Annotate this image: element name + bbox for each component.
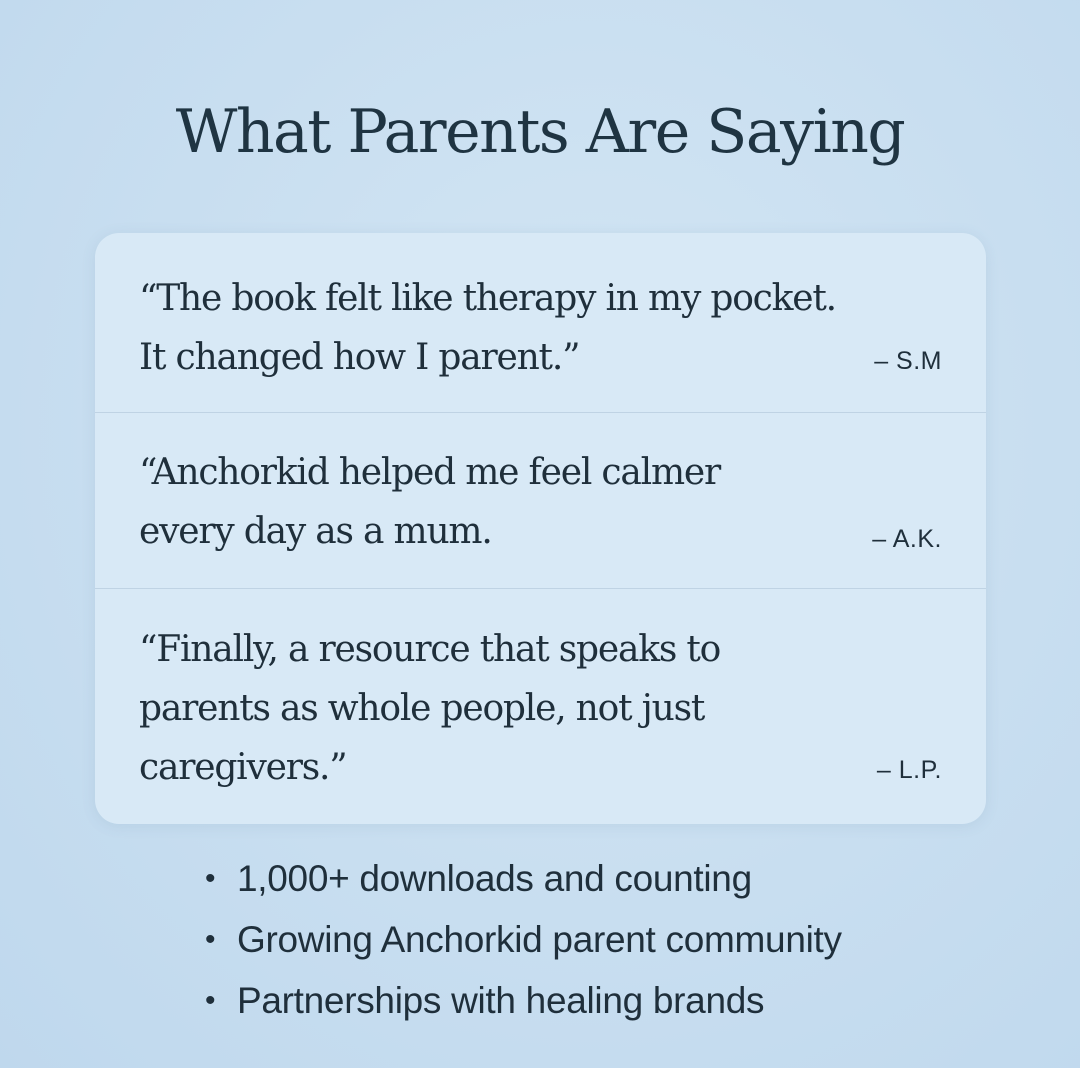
page-title: What Parents Are Saying: [175, 97, 905, 167]
stat-text: Partnerships with healing brands: [237, 980, 765, 1021]
bullet-icon: •: [205, 862, 216, 895]
stat-item: [205, 848, 842, 909]
testimonial-item: [95, 233, 986, 412]
testimonial-item: [95, 588, 986, 824]
testimonial-author: – L.P.: [876, 756, 942, 784]
testimonial-author: – S.M: [874, 347, 942, 375]
testimonials-card: [95, 233, 986, 824]
testimonial-author: – A.K.: [872, 525, 942, 553]
stat-text: Growing Anchorkid parent community: [237, 919, 842, 960]
bullet-icon: •: [205, 923, 216, 956]
testimonial-quote: “The book felt like therapy in my pocket. It changed how I parent.”: [139, 278, 836, 378]
stat-item: [205, 909, 842, 970]
testimonial-quote: “Anchorkid helped me feel calmer every day as a mum.: [139, 452, 721, 552]
bullet-icon: •: [205, 984, 216, 1017]
stat-item: [205, 970, 842, 1031]
testimonial-item: [95, 412, 986, 588]
stats-list: [205, 848, 842, 1031]
stat-text: 1,000+ downloads and counting: [237, 858, 752, 899]
testimonial-quote: “Finally, a resource that speaks to parents as whole people, not just caregivers.”: [139, 629, 721, 788]
